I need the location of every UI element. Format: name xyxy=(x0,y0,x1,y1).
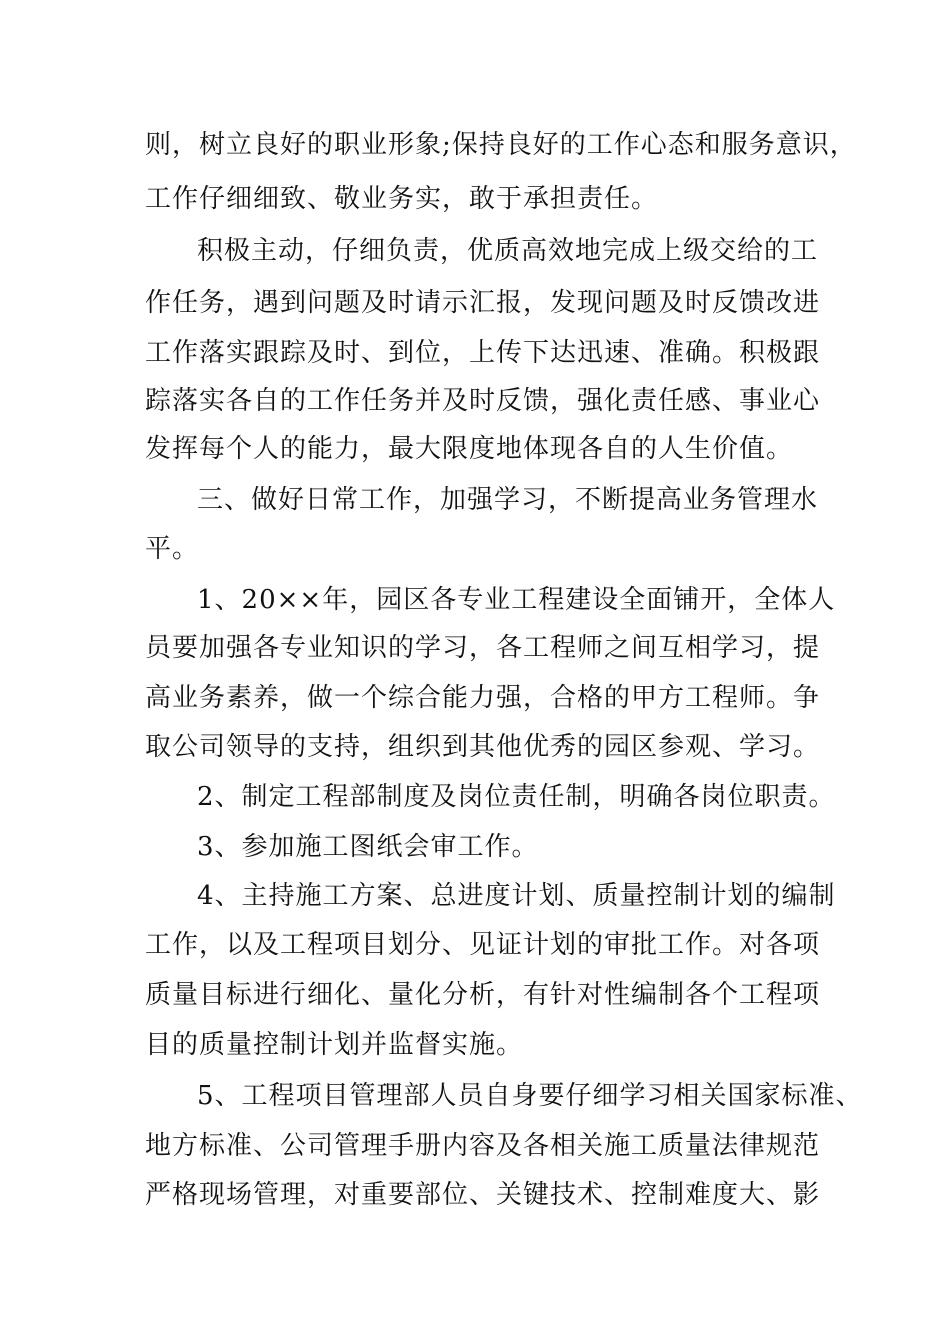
section-heading-continued: 平。 xyxy=(145,534,200,564)
text-line: 发挥每个人的能力，最大限度地体现各自的人生价值。 xyxy=(145,434,794,464)
paragraph-first-line: 1、20××年，园区各专业工程建设全面铺开，全体人 xyxy=(197,585,836,615)
section-heading: 三、做好日常工作，加强学习，不断提高业务管理水 xyxy=(197,485,819,515)
paragraph-first-line: 5、工程项目管理部人员自身要仔细学习相关国家标准、 xyxy=(197,1081,863,1111)
text-line: 工作，以及工程项目划分、见证计划的审批工作。对各项 xyxy=(145,930,821,960)
list-item: 2、制定工程部制度及岗位责任制，明确各岗位职责。 xyxy=(197,782,836,812)
text-line: 质量目标进行细化、量化分析，有针对性编制各个工程项 xyxy=(145,980,821,1010)
list-item: 3、参加施工图纸会审工作。 xyxy=(197,832,539,862)
text-line: 取公司领导的支持，组织到其他优秀的园区参观、学习。 xyxy=(145,732,821,762)
text-line: 严格现场管理，对重要部位、关键技术、控制难度大、影 xyxy=(145,1180,821,1210)
text-line: 则，树立良好的职业形象;保持良好的工作心态和服务意识， xyxy=(145,130,857,160)
text-line: 高业务素养，做一个综合能力强，合格的甲方工程师。争 xyxy=(145,683,821,713)
text-line: 工作落实跟踪及时、到位，上传下达迅速、准确。积极跟 xyxy=(145,338,821,368)
text-line: 作任务，遇到问题及时请示汇报，发现问题及时反馈改进 xyxy=(145,288,821,318)
text-line: 目的质量控制计划并监督实施。 xyxy=(145,1030,524,1060)
text-line: 工作仔细细致、敬业务实，敢于承担责任。 xyxy=(145,184,659,214)
paragraph-first-line: 4、主持施工方案、总进度计划、质量控制计划的编制 xyxy=(197,881,836,911)
text-line: 地方标准、公司管理手册内容及各相关施工质量法律规范 xyxy=(145,1131,821,1161)
paragraph-first-line: 积极主动，仔细负责，优质高效地完成上级交给的工 xyxy=(197,236,819,266)
text-line: 员要加强各专业知识的学习，各工程师之间互相学习，提 xyxy=(145,633,821,663)
text-line: 踪落实各自的工作任务并及时反馈，强化责任感、事业心 xyxy=(145,386,821,416)
